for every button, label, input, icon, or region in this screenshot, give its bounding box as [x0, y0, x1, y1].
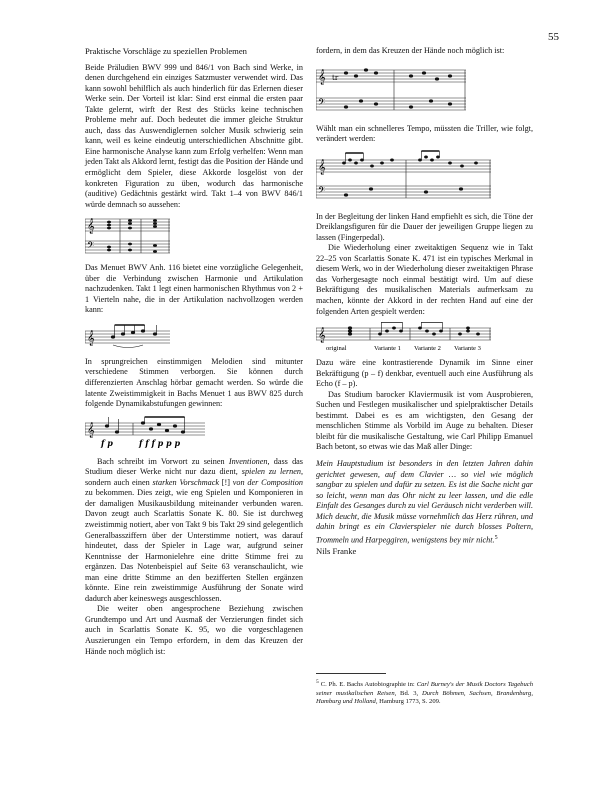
paragraph-preludes: Beide Präludien BWV 999 und 846/1 von Bach sind Werke, in denen durchgehend ein einziges Satzmuster verwendet wird. Das kann sowohl behilflich als auch hinderlich für das Erlernen dieser Werke sein. Der Vorteil ist klar: Sind erst einmal die ersten paar Takte gelernt, wirft der Rest des Stücks keine technischen Probleme mehr auf. Doch bedeutet die immer gleiche Struktur auch, dass das Auswendiglernen solcher Musik schwierig sein kann, weil es keine eindeutig unterschiedlichen Abschnitte gibt. Eine harmonische Analyse kann zum Erfolg verhelfen: Wenn man jeden Takt als Akkord lernt, festigt das die Position der Hände und ermöglicht dem Spieler, diese Akkorde losgelöst von der konkreten Figuration zu üben, wodurch das harmonische (auditive) Gedächtnis gestärkt wird. Takt 1–4 von BWV 846/1 würde demnach so aussehen: [85, 62, 303, 209]
variant-label-3: Variante 3 [454, 345, 481, 353]
dynamic-marks-b: f f f p p p [139, 437, 181, 448]
footnote-rule [316, 673, 386, 674]
paragraph-hidden-voices: In sprungreichen einstimmigen Melodien sind mitunter verschiedene Stimmen verborgen. Sie können durch differenzierten Anschlag hörbar gemacht werden. So würde die latente Zweistimmigkeit in Bachs Menuet 1 aus BWV 825 durch folgende Dynamikabstufungen gewinnen: [85, 356, 303, 409]
svg-text:𝄞: 𝄞 [318, 328, 326, 344]
music-example-chords [85, 215, 170, 257]
music-example-dynamics [85, 415, 205, 451]
left-column [85, 46, 303, 657]
text-run-italic: starken Vorschmack [152, 477, 219, 487]
svg-text:tr: tr [332, 73, 339, 82]
text-run-italic: spielen zu lernen [241, 467, 301, 477]
text-run: Bach schreibt im Vorwort zu seinen [97, 456, 229, 466]
footnote-ref: 5 [494, 534, 498, 541]
text-run-italic: von der Composition [232, 477, 303, 487]
paragraph-k471: Die Wiederholung einer zweitaktigen Sequenz wie in Takt 22–25 von Scarlattis Sonate K. 471 ist ein typisches Merkmal in diesem Werk, wo in der Wiederholung dieser zweitaktigen Phrase das Vorhergesagte noch einmal bestätigt wird. Um auf diese Bekräftigung des musikalischen Materials aufmerksam zu machen, könnte der Akkord in der rechten Hand auf eine der folgenden Arten gespielt werden: [316, 243, 533, 316]
music-example-menuet [85, 321, 170, 351]
svg-text:𝄢: 𝄢 [318, 96, 326, 110]
quote-cpe-bach [316, 459, 533, 546]
footnote [316, 673, 533, 707]
svg-text:𝄞: 𝄞 [318, 159, 326, 175]
paragraph-ornaments: Die weiter oben angesprochene Beziehung zwischen Grundtempo und Art und Ausmaß der Verzierungen findet sich auch in Scarlattis Sonate K. 95, wo die vorgeschlagenen Auszierungen ein Tempo erfordern, in dem das Kreuzen der Hände noch möglich ist: [85, 604, 303, 656]
text-run: , Hamburg 1773, S. 209. [375, 698, 441, 706]
paragraph-inventions [85, 457, 303, 605]
page-number: 55 [548, 31, 559, 43]
svg-text:𝄞: 𝄞 [87, 219, 95, 235]
text-run-italic: Durch Böhmen, Sachsen, Brandenburg, Hamburg und Holland [316, 689, 533, 706]
paragraph-dynamics: Dazu wäre eine kontrastierende Dynamik im Sinne einer Bekräftigung (p – f) denkbar, eventuell auch eine Ausführung als Echo (f – p). [316, 358, 533, 389]
svg-text:𝄢: 𝄢 [318, 184, 326, 198]
dynamic-marks-a: f p [101, 437, 113, 448]
text-run: , sondern auch einen [85, 467, 303, 487]
paragraph-menuet: Das Menuet BWV Anh. 116 bietet eine vorzügliche Gelegenheit, über die Verbindung zwischen Harmonie und Artikulation nachzudenken. Takt 1 legt einen harmonischen Rhythmus von 2 + 1 Vierteln nahe, die in der Artikulation nachvollzogen werden kann: [85, 263, 303, 315]
paragraph-faster-tempo: Wählt man ein schnelleres Tempo, müssten die Triller, wie folgt, verändert werden: [316, 123, 533, 144]
music-example-variants [316, 322, 491, 352]
svg-text:𝄞: 𝄞 [318, 69, 326, 85]
paragraph-crossing-hands: fordern, in dem das Kreuzen der Hände noch möglich ist: [316, 46, 505, 55]
paragraph-left-hand: In der Begleitung der linken Hand empfiehlt es sich, die Töne der Dreiklangsfiguren für die Dauer der jeweiligen Gruppe liegen zu lassen (Fingerpedal). [316, 211, 533, 242]
paragraph-study: Das Studium barocker Klaviermusik ist vom Ausprobieren, Suchen und Festlegen musikalischer und spielpraktischer Details bestimmt. Dabei es es am wichtigsten, den Gesang der menschlichen Stimme als Vorbild im Auge zu behalten. Dieser bleibt für die musikalische Gestaltung, wie Carl Philipp Emanuel Bach betont, so etwas wie das Maß aller Dinge: [316, 389, 533, 452]
author-signature: Nils Franke [316, 546, 357, 557]
right-column [316, 46, 533, 557]
text-run: , dass das Studium dieser Werke nicht nur dazu dient, [85, 456, 303, 477]
variant-label-2: Variante 2 [414, 345, 441, 353]
footnote-text [316, 678, 533, 707]
music-example-trills [316, 150, 491, 206]
svg-text:𝄞: 𝄞 [87, 330, 95, 346]
text-run: [!] [219, 477, 233, 487]
text-run: zu bekommen. Dies zeigt, wie eng Spielen und Komponieren in der damaligen Musikausbildung miteinander verbunden waren. Davon zeugt auch Scarlattis Sonate K. 80. Sie ist durchweg zweistimmig notiert, aber von Takt 9 bis Takt 29 sind gelegentlich Generalbassziffern über der Unterstimme notiert, was darauf hindeutet, dass der Spieler in Lage war, aufgrund seiner Kenntnisse der Harmonielehre eine dritte Stimme frei zu ergänzen. Das Notenbeispiel auf Seite 63 veranschaulicht, wie man eine dritte Stimme an den bezifferten Stellen ergänzen könnte. Eine rein zweistimmige Ausführung der Sonate wird dadurch aber keineswegs ausgeschlossen. [85, 488, 303, 603]
text-run: , Bd. 3, [394, 689, 422, 697]
svg-text:𝄢: 𝄢 [87, 240, 95, 254]
variant-label-original: original [326, 345, 347, 353]
text-run-italic: Carl Burney's der Musik Doctors Tagebuch seiner musikalischen Reisen [316, 681, 534, 697]
svg-text:𝄞: 𝄞 [87, 422, 95, 438]
quote-text: Mein Hauptstudium ist besonders in den letzten Jahren dahin gerichtet gewesen, auf dem Clavier … so viel wie möglich sangbar zu spielen und dafür zu setzen. Es ist die Sache nicht gar so leicht, wenn man das Ohr nicht zu leer lassen, und die edle Einfalt des Gesanges durch zu viel Geräusch nicht verderben will. Mich deucht, die Musik müsse vornehmlich das Herz rühren, und dahin bringt es ein Clavierspieler nie durch blosses Poltern, Trommeln und Harpeggiren, wenigstens bey mir nicht. [316, 459, 533, 545]
text-run: C. Ph. E. Bachs Autobiographie in: [320, 681, 417, 689]
text-run-italic: Inventionen [228, 456, 268, 466]
variant-label-1: Variante 1 [374, 345, 401, 353]
section-heading: Praktische Vorschläge zu speziellen Problemen [85, 46, 247, 56]
music-example-k95 [316, 62, 466, 118]
footnote-number: 5 [316, 679, 319, 685]
